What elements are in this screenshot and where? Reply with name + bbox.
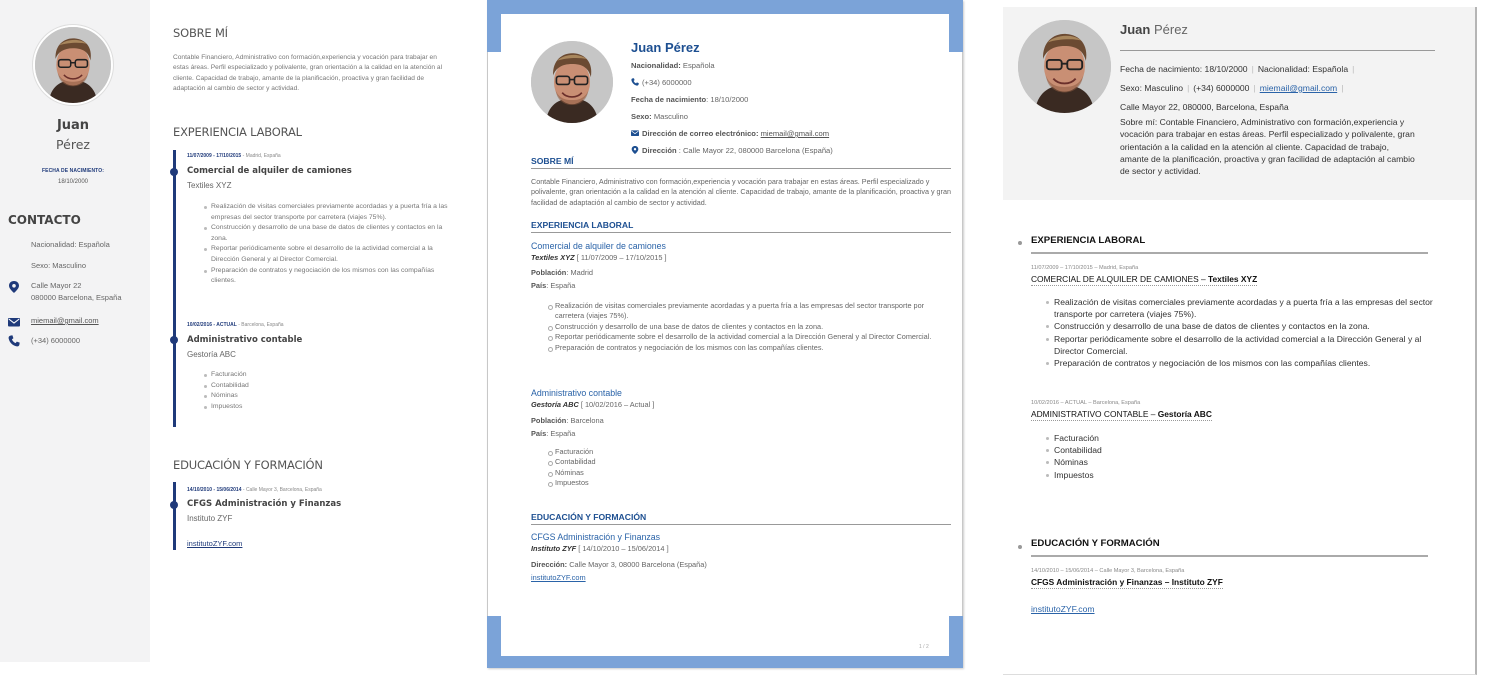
map-pin-icon [8,281,20,293]
sex: Sexo: Masculino [31,261,87,270]
birth-date: 18/10/2000 [57,179,89,185]
job-meta: 11/07/2009 – 17/10/2015 – Madrid, España [1031,265,1139,271]
school-website-link[interactable]: institutoZYF.com [187,539,243,548]
list-item: Construcción y desarrollo de una base de datos de clientes y contactos en la zona. [1046,320,1436,332]
page [501,14,949,656]
job-tasks [548,301,948,353]
phone: (+34) 6000000 [631,78,692,87]
job-company: Textiles XYZ [187,181,232,190]
envelope-icon [8,316,20,328]
accent-band [487,656,963,668]
about-heading: SOBRE MÍ [531,156,951,169]
list-item: Realización de visitas comerciales previamente acordadas y a puerta fría a las empresas del sector transporte por carretera (viajes 75%). [548,301,948,322]
education-meta: 14/10/2010 – 15/06/2014 – Calle Mayor 3, Barcelona, España [1031,568,1185,574]
list-item: Reportar periódicamente sobre el desarrollo de la actividad comercial a la Dirección General y al Director Comercial. [548,332,948,342]
address: Calle Mayor 22, 080000, Barcelona, España [1120,102,1289,112]
job-title: Administrativo contable [187,335,303,345]
about-text: Sobre mí: Contable Financiero, Administrativo con formación,experiencia y vocación para trabajar en estas áreas. Perfil especializado y polivalente, gran orientación a la calidad en la atención al cliente. Capacidad de trabajo, amante de la planificación, proactiva y gran facilidad de adaptación al cambio de sector y actividad. [1120,117,1415,177]
list-item: Nóminas [548,468,948,478]
list-item: Realización de visitas comerciales previamente acordadas y a puerta fría a las empresas del sector transporte por carretera (viajes 75%). [204,202,454,223]
job-population: Población: Madrid [531,268,594,277]
job-population: Población: Barcelona [531,416,604,425]
job-dates: 10/02/2016 - ACTUAL - Barcelona, España [187,322,284,328]
job-tasks [1046,296,1436,369]
list-item: Reportar periódicamente sobre el desarrollo de la actividad comercial a la Dirección General y al Director Comercial. [1046,333,1436,357]
divider [1120,50,1435,51]
full-name: Juan Pérez [631,40,700,55]
first-name: Juan [56,118,90,133]
job-tasks [204,202,454,287]
job-tasks [1046,432,1436,481]
job-dates: 11/07/2009 - 17/10/2015 - Madrid, España [187,153,281,159]
list-item: Nóminas [1046,456,1436,468]
education-address: Dirección: Calle Mayor 3, 08000 Barcelona (España) [531,560,707,569]
list-item: Facturación [1046,432,1436,444]
education-school: Instituto ZYF [ 14/10/2010 – 15/06/2014 ] [531,544,669,553]
experience-heading: EXPERIENCIA LABORAL [531,220,951,233]
list-item: Contabilidad [1046,444,1436,456]
email [31,315,99,327]
address [31,280,122,304]
timeline-dot [170,336,178,344]
phone-icon [8,335,20,347]
school-website-link[interactable]: institutoZYF.com [1031,604,1095,614]
page-number: 1 / 2 [919,644,929,650]
contact-heading: CONTACTO [8,213,81,227]
info-line-2: Sexo: Masculino | (+34) 6000000 | miemail@gmail.com | [1120,83,1344,93]
job-company: Gestoría ABC [ 10/02/2016 – Actual ] [531,400,655,409]
list-item: Contabilidad [548,457,948,467]
sidebar [0,0,150,662]
nationality: Nacionalidad: Española [631,61,715,70]
education-dates: 14/10/2010 - 15/06/2014 - Calle Mayor 3, Barcelona, España [187,487,322,493]
job-company: Gestoría ABC [187,350,236,359]
email: Dirección de correo electrónico: miemail@gmail.com [631,129,829,138]
list-item: Preparación de contratos y negociación de los mismos con las compañías clientes. [204,266,454,287]
list-item: Facturación [548,447,948,457]
timeline-line [173,150,176,427]
phone-icon [631,78,639,86]
list-item: Preparación de contratos y negociación de los mismos con las compañías clientes. [1046,357,1436,369]
job-tasks [204,370,454,412]
list-item: Impuestos [204,402,454,413]
sex: Sexo: Masculino [631,112,688,121]
education-title: CFGS Administración y Finanzas [187,499,342,509]
full-name: Juan Pérez [1120,22,1188,37]
section-bullet [1018,545,1022,549]
cv-template-sidebar[interactable] [0,0,470,688]
about-text: Contable Financiero, Administrativo con formación,experiencia y vocación para trabajar en estas áreas. Perfil especializado y polivalente, gran orientación a la calidad en la atención al cliente. Capacidad de trabajo, amante de la planificación, proactiva y gran facilidad de adaptación al cambio de sector y actividad. [531,177,951,207]
phone: (+34) 6000000 [31,336,80,345]
about-text: Contable Financiero, Administrativo con formación,experiencia y vocación para trabajar en estas áreas. Perfil especializado y polivalente, gran orientación a la calidad en la atención al cliente. Capacidad de trabajo, amante de la planificación, proactiva y gran facilidad de adaptación al cambio de sector y actividad. [173,54,443,92]
job-meta: 10/02/2016 – ACTUAL – Barcelona, España [1031,400,1141,406]
education-school: Instituto ZYF [187,514,233,523]
avatar [531,41,613,123]
accent-band [487,0,963,14]
job-company: Textiles XYZ [ 11/07/2009 – 17/10/2015 ] [531,253,667,262]
education-heading: EDUCACIÓN Y FORMACIÓN [173,458,323,472]
email-link[interactable]: miemail@gmail.com [760,129,830,138]
header-panel [1003,7,1475,200]
accent-band [487,616,501,668]
job-tasks [548,447,948,489]
job-title: COMERCIAL DE ALQUILER DE CAMIONES – Textiles XYZ [1031,274,1258,284]
about-heading: SOBRE MÍ [173,26,228,40]
timeline-dot [170,501,178,509]
address-line-2: 080000 Barcelona, España [31,293,122,302]
birth-date-label: FECHA DE NACIMIENTO: [42,168,104,174]
list-item: Contabilidad [204,381,454,392]
list-item: Impuestos [1046,469,1436,481]
list-item: Realización de visitas comerciales previamente acordadas y a puerta fría a las empresas del sector transporte por carretera (viajes 75%). [1046,296,1436,320]
envelope-icon [631,129,639,137]
experience-heading: EXPERIENCIA LABORAL [1031,235,1428,254]
nationality: Nacionalidad: Española [31,240,110,249]
list-item: Construcción y desarrollo de una base de datos de clientes y contactos en la zona. [548,322,948,332]
avatar [33,25,113,105]
school-website-link[interactable]: institutoZYF.com [531,573,586,582]
list-item: Reportar periódicamente sobre el desarrollo de la actividad comercial a la Dirección General y al Director Comercial. [204,244,454,265]
education-title: CFGS Administración y Finanzas [531,532,661,542]
job-country: País: España [531,281,576,290]
accent-band [949,616,963,668]
list-item: Construcción y desarrollo de una base de datos de clientes y contactos en la zona. [204,223,454,244]
education-title: CFGS Administración y Finanzas – Instituto ZYF [1031,577,1223,587]
address-line-1: Calle Mayor 22 [31,281,82,290]
accent-band [487,0,501,52]
email-link[interactable]: miemail@gmail.com [31,316,99,325]
timeline-line [173,482,176,550]
job-title: Administrativo contable [531,388,622,398]
job-country: País: España [531,429,576,438]
section-bullet [1018,241,1022,245]
email-link[interactable]: miemail@gmail.com [1259,83,1338,93]
birth-date: Fecha de nacimiento: 18/10/2000 [631,95,749,104]
last-name: Pérez [56,137,90,152]
education-heading: EDUCACIÓN Y FORMACIÓN [531,512,951,525]
list-item: Facturación [204,370,454,381]
cv-template-europass[interactable] [485,0,965,670]
timeline-dot [170,168,178,176]
list-item: Impuestos [548,478,948,488]
job-title: Comercial de alquiler de camiones [187,166,352,176]
list-item: Preparación de contratos y negociación de los mismos con las compañías clientes. [548,343,948,353]
job-title: ADMINISTRATIVO CONTABLE – Gestoría ABC [1031,409,1212,419]
job-title: Comercial de alquiler de camiones [531,241,666,251]
accent-band [949,0,963,52]
list-item: Nóminas [204,391,454,402]
experience-heading: EXPERIENCIA LABORAL [173,125,302,139]
cv-template-modern[interactable] [1003,7,1477,675]
address: Dirección : Calle Mayor 22, 080000 Barcelona (España) [631,146,833,155]
education-heading: EDUCACIÓN Y FORMACIÓN [1031,538,1428,557]
avatar [1018,20,1111,113]
map-pin-icon [631,146,639,154]
info-line-1: Fecha de nacimiento: 18/10/2000 | Nacionalidad: Española | [1120,64,1355,74]
